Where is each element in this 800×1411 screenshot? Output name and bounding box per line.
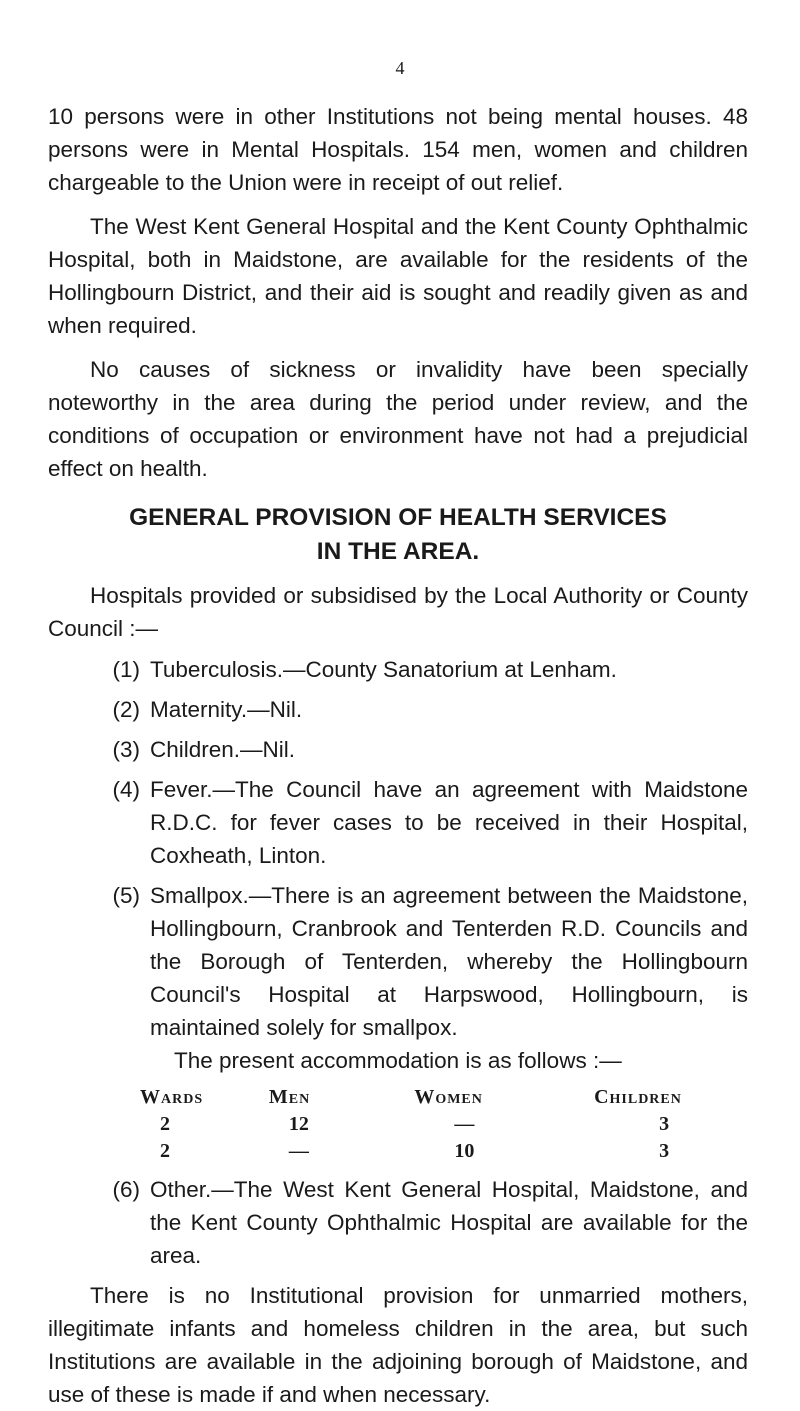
table-header: Children <box>594 1086 682 1108</box>
table-cell: — <box>454 1113 475 1135</box>
table-cell: 10 <box>454 1140 475 1162</box>
paragraph-closing: There is no Institutional provision for unmarried mothers, illegitimate infants and homeless children in the area, but such Institutions are available in the adjoining borough of Maidstone, and use of these is made if and when necessary. <box>48 1283 748 1407</box>
list-item <box>48 773 748 872</box>
list-item <box>48 1173 748 1272</box>
hospital-list <box>48 653 748 1272</box>
list-item <box>48 653 748 686</box>
table-cell: 2 <box>160 1140 170 1162</box>
list-item-text: Tuberculosis.—County Sanatorium at Lenham. <box>150 657 617 682</box>
paragraph-intro: Hospitals provided or subsidised by the Local Authority or County Council :— <box>48 583 748 641</box>
table-row <box>140 1138 748 1165</box>
list-item <box>48 733 748 766</box>
list-item-text: Maternity.—Nil. <box>150 697 303 722</box>
table-header: Women <box>414 1086 483 1108</box>
list-item-body <box>150 879 748 1077</box>
list-item-number: (5) <box>112 883 140 908</box>
list-item-number: (3) <box>112 737 140 762</box>
document-body <box>48 100 748 1411</box>
list-item <box>48 693 748 726</box>
list-item-number: (6) <box>112 1177 140 1202</box>
paragraph-hospitals-available: The West Kent General Hospital and the Kent County Ophthalmic Hospital, both in Maidstone, are available for the residents of the Hollingbourn District, and their aid is sought and readily given as and when required. <box>48 214 748 338</box>
list-item-text: Fever.—The Council have an agreement with Maidstone R.D.C. for fever cases to be received in their Hospital, Coxheath, Linton. <box>150 777 748 868</box>
list-item-text: Smallpox.—There is an agreement between the Maidstone, Hollingbourn, Cranbrook and Tenterden R.D. Councils and the Borough of Tenterden, whereby the Hollingbourn Council's Hospital at Harpswood, Hollingbourn, is maintained solely for smallpox. <box>150 883 748 1040</box>
list-item-text: Other.—The West Kent General Hospital, Maidstone, and the Kent County Ophthalmic Hospital are available for the area. <box>150 1177 748 1268</box>
table-cell: 12 <box>288 1113 309 1135</box>
paragraph-sickness: No causes of sickness or invalidity have been specially noteworthy in the area during the period under review, and the conditions of occupation or environment have not had a prejudicial effect on health. <box>48 357 748 481</box>
heading-line-2: IN THE AREA. <box>316 538 480 565</box>
section-heading <box>48 501 748 569</box>
list-item-number: (2) <box>112 697 140 722</box>
table-header: Men <box>268 1086 311 1108</box>
page-number: 4 <box>395 58 405 78</box>
table-cell: 3 <box>659 1113 670 1135</box>
accommodation-table <box>140 1084 748 1165</box>
list-item <box>48 879 748 1077</box>
table-header-row <box>140 1084 748 1111</box>
paragraph-institutions: 10 persons were in other Institutions not being mental houses. 48 persons were in Mental Hospitals. 154 men, women and children chargeable to the Union were in receipt of out relief. <box>48 104 748 195</box>
table-cell: 3 <box>659 1140 670 1162</box>
heading-line-1: GENERAL PROVISION OF HEALTH SERVICES <box>129 504 667 531</box>
table-cell: 2 <box>160 1113 170 1135</box>
table-header: Wards <box>140 1086 204 1108</box>
list-item-number: (4) <box>112 777 140 802</box>
table-cell: — <box>288 1140 309 1162</box>
accommodation-intro: The present accommodation is as follows :— <box>174 1048 622 1073</box>
list-item-number: (1) <box>112 657 140 682</box>
table-row <box>140 1111 748 1138</box>
list-item-text: Children.—Nil. <box>150 737 296 762</box>
